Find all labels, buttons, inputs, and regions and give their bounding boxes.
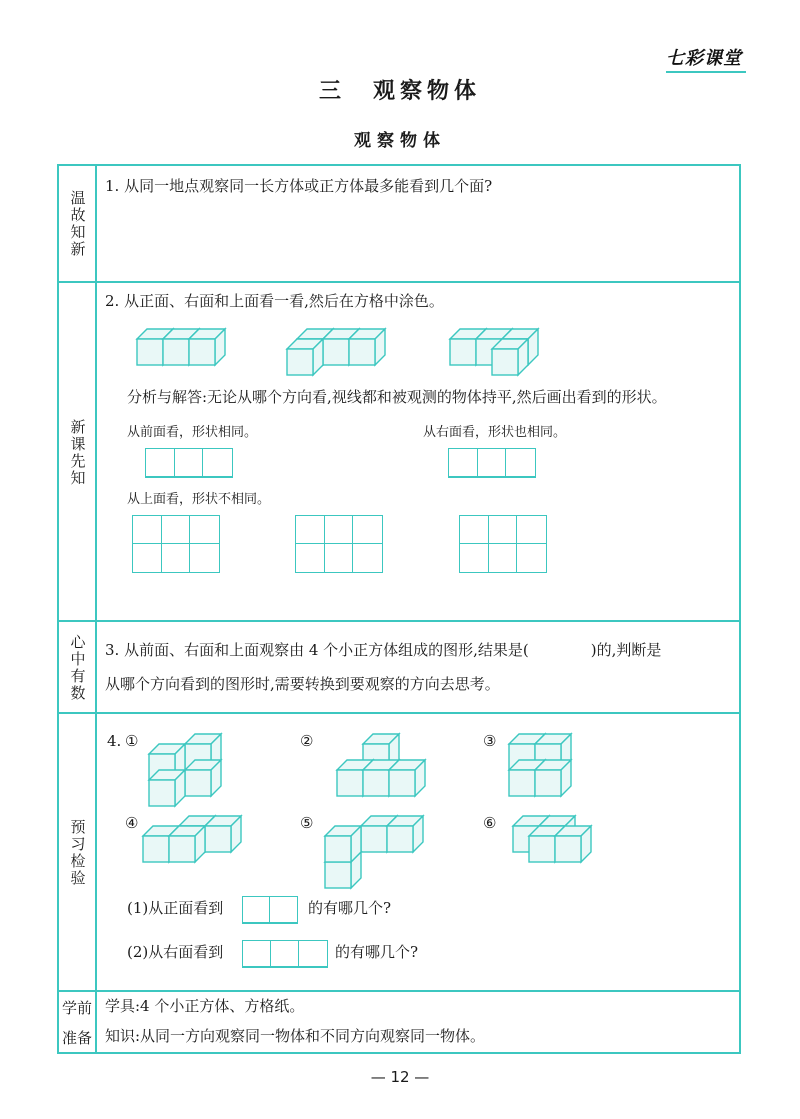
label-check: 预习检验: [59, 714, 97, 992]
cube-figure-5: [321, 812, 411, 882]
row-insight: [59, 620, 739, 714]
page-number: — 12 —: [370, 1068, 430, 1086]
question-2: 2. 从正面、右面和上面看一看,然后在方格中涂色。: [105, 292, 444, 310]
marker-5: ⑤: [300, 814, 314, 832]
question-3-part2: )的,判断是: [590, 641, 662, 659]
prep-knowledge: 知识:从同一方向观察同一物体和不同方向观察同一物体。: [105, 1027, 486, 1045]
label-prep: [59, 992, 97, 1054]
label-preview: 新课先知: [59, 283, 97, 622]
sub-question-1-prefix: (1)从正面看到: [127, 899, 224, 917]
grid-top-view-c: [459, 515, 547, 573]
grid-sub2: [242, 940, 328, 968]
cube-figure-b: [285, 325, 385, 370]
sub-question-2-prefix: (2)从右面看到: [127, 943, 224, 961]
worksheet-table: [57, 164, 741, 1054]
question-3-line2: 从哪个方向看到的图形时,需要转换到要观察的方向去思考。: [105, 675, 500, 693]
grid-top-view-b: [295, 515, 383, 573]
cube-figure-1: [145, 730, 225, 790]
cube-figure-2: [327, 730, 427, 790]
marker-4: ④: [125, 814, 139, 832]
caption-top: 从上面看，形状不相同。: [127, 492, 271, 507]
analysis-text: 分析与解答:无论从哪个方向看,视线都和被观测的物体持平,然后画出看到的形状。: [127, 388, 667, 406]
grid-sub1: [242, 896, 298, 924]
label-insight: 心中有数: [59, 622, 97, 714]
row-preview: [59, 281, 739, 622]
label-prep-line2: 准备: [61, 1029, 92, 1047]
question-3-part1: 3. 从前面、右面和上面观察由 4 个小正方体组成的图形,结果是(: [105, 641, 529, 659]
sub-question-2-suffix: 的有哪几个?: [335, 943, 419, 961]
prep-tools: 学具:4 个小正方体、方格纸。: [105, 997, 305, 1015]
marker-6: ⑥: [483, 814, 497, 832]
label-review: 温故知新: [59, 166, 97, 281]
grid-right-view: [448, 448, 536, 478]
label-prep-line1: 学前: [61, 998, 92, 1017]
question-4-number: 4.: [107, 732, 122, 750]
section-title: 观察物体: [354, 131, 446, 151]
grid-top-view-a: [132, 515, 220, 573]
row-review: [59, 166, 739, 281]
cube-figure-3: [503, 730, 593, 790]
cube-figure-c: [438, 325, 538, 370]
brand-logo: [666, 44, 742, 70]
question-3-line1: [105, 640, 661, 661]
row-check: [59, 712, 739, 992]
chapter-title: 三 观察物体: [318, 78, 481, 104]
marker-3: ③: [483, 732, 497, 750]
marker-1: ①: [125, 732, 139, 750]
cube-figure-6: [503, 812, 593, 872]
brand-text: 七彩课堂: [666, 48, 742, 69]
question-1: 1. 从同一地点观察同一长方体或正方体最多能看到几个面?: [105, 177, 493, 195]
caption-right: 从右面看，形状也相同。: [423, 425, 567, 440]
sub-question-1-suffix: 的有哪几个?: [308, 899, 392, 917]
cube-figure-4: [139, 812, 239, 872]
marker-2: ②: [300, 732, 314, 750]
cube-figure-a: [125, 325, 225, 370]
brand-underline: [666, 71, 746, 73]
row-prep: [59, 990, 739, 1054]
caption-front: 从前面看，形状相同。: [127, 425, 258, 440]
grid-front-view: [145, 448, 233, 478]
